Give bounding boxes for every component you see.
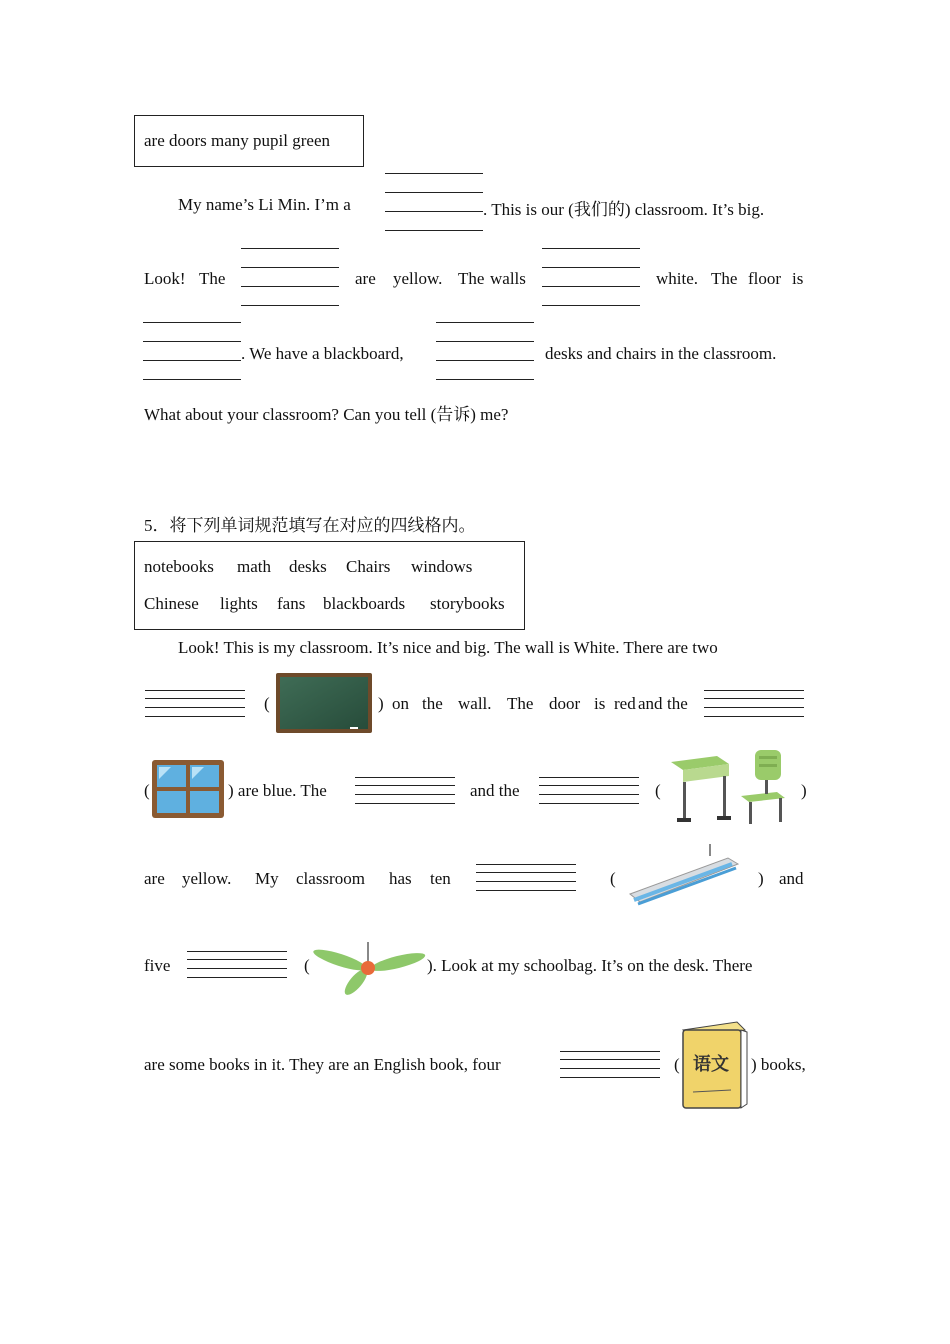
four-line-grid[interactable] bbox=[355, 777, 455, 805]
question-instruction: 5．将下列单词规范填写在对应的四线格内。 bbox=[144, 516, 476, 535]
paren: ) bbox=[801, 781, 807, 800]
paren: ( bbox=[674, 1055, 680, 1074]
paragraph-text: ) are blue. The bbox=[228, 781, 327, 800]
book-title-chars: 语文 bbox=[693, 1054, 729, 1075]
word-bank-item: fans bbox=[277, 594, 306, 613]
paragraph-text: on bbox=[392, 694, 409, 713]
fluorescent-light-icon bbox=[624, 840, 742, 910]
word-bank-item: storybooks bbox=[430, 594, 505, 613]
paren: ( bbox=[144, 781, 150, 800]
paragraph-text: and the bbox=[470, 781, 520, 800]
window-icon bbox=[151, 759, 225, 819]
sentence-text: yellow. bbox=[393, 269, 443, 288]
blackboard-icon bbox=[275, 672, 373, 734]
sentence-text: The bbox=[458, 269, 485, 288]
paren: ( bbox=[264, 694, 270, 713]
word-bank-item: Chairs bbox=[346, 557, 391, 576]
sentence-text: What about your classroom? Can you tell (告诉) me? bbox=[144, 405, 509, 424]
paragraph-text: and bbox=[779, 869, 804, 888]
desk-and-chair-icon bbox=[667, 748, 797, 830]
word-bank-box bbox=[134, 541, 525, 630]
sentence-text: The bbox=[711, 269, 738, 288]
four-line-grid[interactable] bbox=[704, 690, 804, 718]
paragraph-text: are some books in it. They are an English book, four bbox=[144, 1055, 501, 1074]
blank-line[interactable] bbox=[436, 322, 534, 380]
paren: ( bbox=[304, 956, 310, 975]
paragraph-text: yellow. bbox=[182, 869, 232, 888]
paragraph-text: the bbox=[422, 694, 443, 713]
sentence-text: My name’s Li Min. I’m a bbox=[178, 195, 351, 214]
word-bank-item: windows bbox=[411, 557, 473, 576]
paragraph-text: Look! This is my classroom. It’s nice and big. The wall is White. There are two bbox=[178, 638, 718, 657]
four-line-grid[interactable] bbox=[539, 777, 639, 805]
blank-line[interactable] bbox=[385, 173, 483, 231]
sentence-text: floor bbox=[748, 269, 782, 288]
four-line-grid[interactable] bbox=[560, 1051, 660, 1079]
paragraph-text: and bbox=[638, 694, 663, 713]
paragraph-text: The bbox=[507, 694, 534, 713]
paragraph-text: ). Look at my schoolbag. It’s on the desk. There bbox=[427, 956, 753, 975]
sentence-text: is bbox=[792, 269, 804, 288]
sentence-text: are bbox=[355, 269, 376, 288]
sentence-text: desks and chairs in the classroom. bbox=[545, 344, 777, 363]
ceiling-fan-icon bbox=[310, 938, 426, 998]
paragraph-text: the bbox=[667, 694, 688, 713]
paragraph-text: My bbox=[255, 869, 279, 888]
four-line-grid[interactable] bbox=[476, 864, 576, 892]
sentence-text: . This is our (我们的) classroom. It’s big. bbox=[483, 200, 765, 219]
blank-line[interactable] bbox=[542, 248, 640, 306]
sentence-text: The bbox=[199, 269, 226, 288]
paragraph-text: classroom bbox=[296, 869, 365, 888]
word-bank-item: blackboards bbox=[323, 594, 406, 613]
word-box-text: are doors many pupil green bbox=[144, 131, 330, 150]
paragraph-text: has bbox=[389, 869, 412, 888]
word-bank-item: Chinese bbox=[144, 594, 199, 613]
sentence-text: . We have a blackboard, bbox=[241, 344, 404, 363]
four-line-grid[interactable] bbox=[187, 951, 287, 979]
sentence-text: Look! bbox=[144, 269, 186, 288]
paragraph-text: ten bbox=[430, 869, 451, 888]
blank-line[interactable] bbox=[241, 248, 339, 306]
paragraph-text: is bbox=[594, 694, 606, 713]
four-line-grid[interactable] bbox=[145, 690, 245, 718]
paren: ( bbox=[610, 869, 616, 888]
paren: ) bbox=[758, 869, 764, 888]
paragraph-text: wall. bbox=[458, 694, 492, 713]
paragraph-text: ) books, bbox=[751, 1055, 806, 1074]
word-bank-item: desks bbox=[289, 557, 327, 576]
paren: ( bbox=[655, 781, 661, 800]
chinese-book-icon bbox=[679, 1020, 751, 1110]
word-bank-item: math bbox=[237, 557, 271, 576]
paragraph-text: five bbox=[144, 956, 171, 975]
blank-line[interactable] bbox=[143, 322, 241, 380]
sentence-text: white. bbox=[656, 269, 699, 288]
sentence-text: walls bbox=[490, 269, 526, 288]
word-bank-item: lights bbox=[220, 594, 258, 613]
paren: ) bbox=[378, 694, 384, 713]
word-bank-item: notebooks bbox=[144, 557, 214, 576]
paragraph-text: door bbox=[549, 694, 581, 713]
paragraph-text: are bbox=[144, 869, 165, 888]
paragraph-text: red bbox=[614, 694, 636, 713]
